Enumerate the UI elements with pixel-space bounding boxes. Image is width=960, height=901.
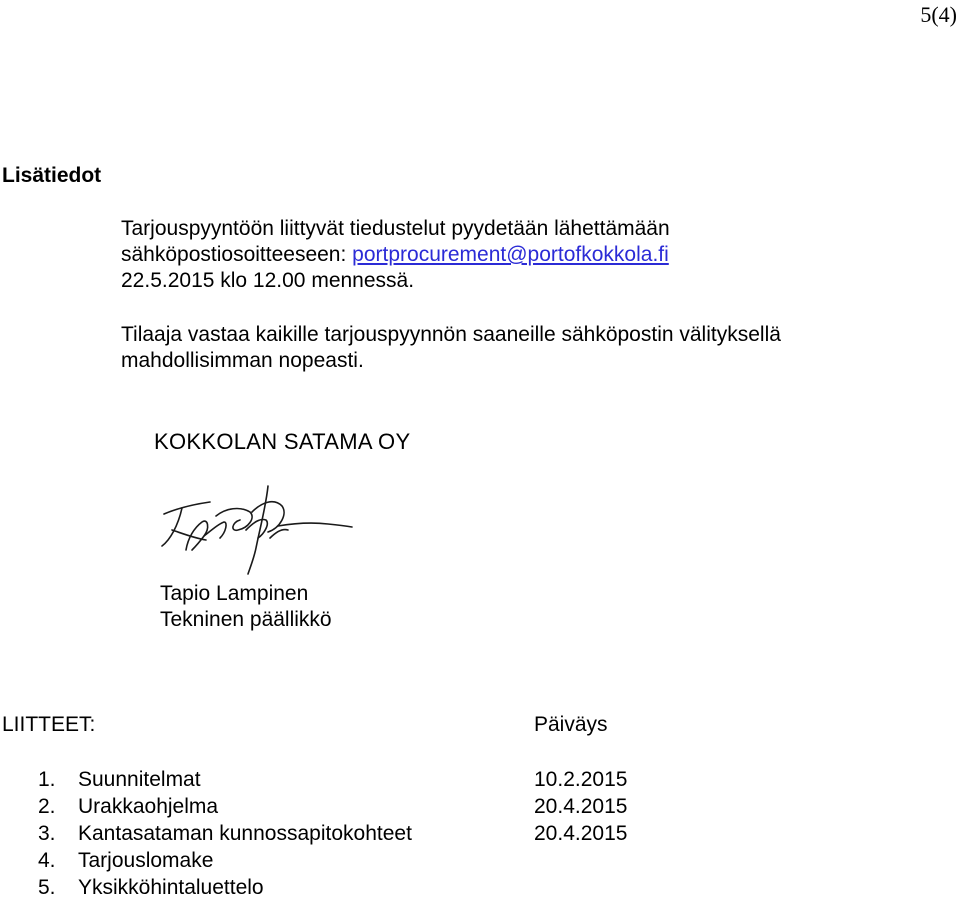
item-name: Tarjouslomake <box>78 849 214 872</box>
inquiry-paragraph <box>121 216 670 294</box>
list-item <box>38 793 738 820</box>
signature-image <box>150 478 360 582</box>
response-paragraph <box>121 322 781 374</box>
page-number: 5(4) <box>920 2 957 27</box>
item-date: 10.2.2015 <box>534 768 628 791</box>
section-title: Lisätiedot <box>2 164 102 187</box>
response-line-1: Tilaaja vastaa kaikille tarjouspyynnön saaneille sähköpostin välityksellä <box>121 323 781 346</box>
attachments-heading: LIITTEET: <box>2 713 96 736</box>
email-link[interactable]: portprocurement@portofkokkola.fi <box>352 243 669 266</box>
signer-name: Tapio Lampinen <box>160 582 309 605</box>
item-number: 3. <box>38 822 56 845</box>
item-name: Urakkaohjelma <box>78 795 219 818</box>
item-name: Suunnitelmat <box>78 768 201 791</box>
company-name: KOKKOLAN SATAMA OY <box>154 429 411 454</box>
signer-title: Tekninen päällikkö <box>160 608 332 631</box>
inquiry-deadline: 22.5.2015 klo 12.00 mennessä. <box>121 269 415 292</box>
item-name: Kantasataman kunnossapitokohteet <box>78 822 412 845</box>
response-line-2: mahdollisimman nopeasti. <box>121 349 364 372</box>
signer-block <box>160 581 332 633</box>
list-item <box>38 874 738 901</box>
list-item <box>38 766 738 793</box>
item-number: 5. <box>38 876 56 899</box>
inquiry-line-2 <box>121 242 670 268</box>
attachments-list <box>38 766 738 901</box>
item-date: 20.4.2015 <box>534 822 628 845</box>
item-date: 20.4.2015 <box>534 795 628 818</box>
inquiry-line-2-prefix: sähköpostiosoitteeseen: <box>121 243 353 266</box>
item-number: 4. <box>38 849 56 872</box>
item-number: 2. <box>38 795 56 818</box>
item-number: 1. <box>38 768 56 791</box>
list-item <box>38 847 738 874</box>
list-item <box>38 820 738 847</box>
date-column-heading: Päiväys <box>534 713 608 736</box>
inquiry-line-1: Tarjouspyyntöön liittyvät tiedustelut pyydetään lähettämään <box>121 217 670 240</box>
item-name: Yksikköhintaluettelo <box>78 876 264 899</box>
